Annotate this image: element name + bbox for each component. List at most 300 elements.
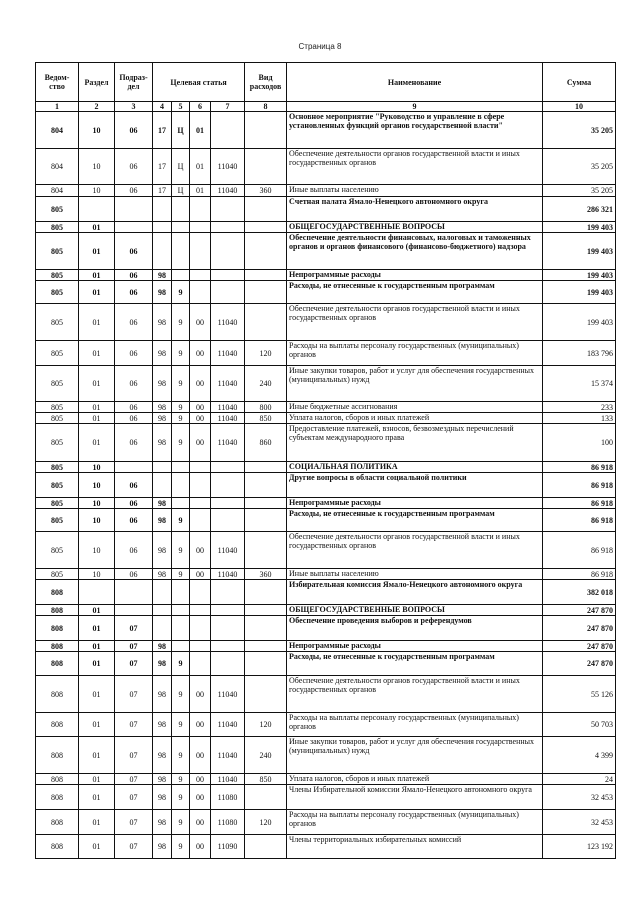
name-cell: Обеспечение деятельности органов государственной власти и иных государственных органов [287,304,543,341]
target-subprogram-cell: 9 [172,737,190,774]
table-row [36,366,616,402]
target-program-cell: 98 [153,641,172,652]
amount-cell: 199 403 [543,233,616,270]
vedomstvo-cell: 805 [36,413,79,424]
podrazdel-cell [115,605,153,616]
expense-type-cell [245,509,287,532]
podrazdel-cell: 06 [115,341,153,366]
target-program-cell: 98 [153,281,172,304]
vedomstvo-cell: 808 [36,676,79,713]
vedomstvo-cell: 808 [36,605,79,616]
expense-type-cell: 850 [245,774,287,785]
table-row [36,304,616,341]
target-event-cell: 00 [190,532,211,569]
razdel-cell: 10 [79,473,115,498]
target-event-cell: 00 [190,341,211,366]
target-event-cell: 00 [190,366,211,402]
target-direction-cell: 11040 [211,413,245,424]
vedomstvo-cell: 805 [36,281,79,304]
target-event-cell: 00 [190,424,211,462]
target-program-cell [153,233,172,270]
expense-type-cell [245,473,287,498]
column-number-row [36,102,616,112]
target-event-cell: 01 [190,185,211,197]
vedomstvo-cell: 805 [36,532,79,569]
razdel-cell: 01 [79,270,115,281]
podrazdel-cell: 06 [115,413,153,424]
target-subprogram-cell: Ц [172,112,190,149]
table-row [36,835,616,859]
table-row [36,149,616,185]
expense-type-cell: 800 [245,402,287,413]
target-direction-cell: 11040 [211,774,245,785]
table-row [36,498,616,509]
target-subprogram-cell: 9 [172,341,190,366]
amount-cell: 86 918 [543,532,616,569]
razdel-cell: 01 [79,424,115,462]
amount-cell: 123 192 [543,835,616,859]
expense-type-cell: 240 [245,737,287,774]
target-subprogram-cell: 9 [172,366,190,402]
target-program-cell: 98 [153,785,172,810]
amount-cell: 199 403 [543,222,616,233]
target-direction-cell: 11040 [211,185,245,197]
vedomstvo-cell: 805 [36,498,79,509]
target-subprogram-cell: 9 [172,835,190,859]
expense-type-cell: 360 [245,569,287,580]
table-row [36,197,616,222]
target-subprogram-cell: Ц [172,149,190,185]
target-direction-cell: 11040 [211,424,245,462]
podrazdel-cell: 07 [115,676,153,713]
column-number: 6 [190,102,211,112]
podrazdel-cell [115,462,153,473]
target-event-cell [190,281,211,304]
name-cell: Расходы, не отнесенные к государственным программам [287,281,543,304]
amount-cell: 55 126 [543,676,616,713]
podrazdel-cell: 07 [115,810,153,835]
target-direction-cell: 11040 [211,304,245,341]
target-program-cell: 98 [153,402,172,413]
vedomstvo-cell: 804 [36,112,79,149]
podrazdel-cell: 06 [115,233,153,270]
table-row [36,270,616,281]
expense-type-cell: 860 [245,424,287,462]
header-podrazdel: Подраз-дел [115,63,153,102]
target-direction-cell: 11040 [211,402,245,413]
target-program-cell: 98 [153,304,172,341]
target-event-cell: 00 [190,676,211,713]
expense-type-cell: 120 [245,341,287,366]
vedomstvo-cell: 808 [36,774,79,785]
podrazdel-cell: 06 [115,270,153,281]
target-event-cell: 00 [190,402,211,413]
razdel-cell: 01 [79,641,115,652]
target-program-cell: 17 [153,112,172,149]
target-direction-cell: 11040 [211,676,245,713]
vedomstvo-cell: 805 [36,197,79,222]
column-number: 2 [79,102,115,112]
razdel-cell: 10 [79,112,115,149]
column-number: 8 [245,102,287,112]
name-cell: Непрограммные расходы [287,498,543,509]
vedomstvo-cell: 805 [36,462,79,473]
target-direction-cell [211,473,245,498]
target-subprogram-cell: 9 [172,424,190,462]
razdel-cell: 01 [79,676,115,713]
target-program-cell: 98 [153,532,172,569]
expense-type-cell [245,222,287,233]
target-program-cell: 17 [153,149,172,185]
target-subprogram-cell: 9 [172,569,190,580]
vedomstvo-cell: 805 [36,424,79,462]
podrazdel-cell: 07 [115,737,153,774]
target-program-cell: 98 [153,713,172,737]
table-row [36,341,616,366]
razdel-cell: 01 [79,652,115,676]
table-row [36,509,616,532]
name-cell: Уплата налогов, сборов и иных платежей [287,413,543,424]
target-program-cell: 98 [153,341,172,366]
target-program-cell [153,197,172,222]
amount-cell: 86 918 [543,509,616,532]
vedomstvo-cell: 808 [36,580,79,605]
table-row [36,605,616,616]
target-subprogram-cell [172,462,190,473]
budget-table [35,62,616,859]
podrazdel-cell [115,222,153,233]
target-event-cell [190,473,211,498]
target-subprogram-cell: 9 [172,713,190,737]
table-row [36,473,616,498]
expense-type-cell [245,233,287,270]
expense-type-cell: 120 [245,713,287,737]
target-subprogram-cell: Ц [172,185,190,197]
amount-cell: 199 403 [543,281,616,304]
target-subprogram-cell [172,197,190,222]
table-row [36,185,616,197]
podrazdel-cell: 06 [115,185,153,197]
name-cell: Обеспечение деятельности органов государственной власти и иных государственных органов [287,676,543,713]
vedomstvo-cell: 808 [36,737,79,774]
header-celevaya-statya: Целевая статья [153,63,245,102]
name-cell: Расходы на выплаты персоналу государственных (муниципальных) органов [287,713,543,737]
target-event-cell [190,233,211,270]
name-cell: Непрограммные расходы [287,641,543,652]
name-cell: Избирательная комиссия Ямало-Ненецкого автономного округа [287,580,543,605]
podrazdel-cell: 06 [115,509,153,532]
target-direction-cell [211,233,245,270]
column-number: 10 [543,102,616,112]
header-row [36,63,616,102]
podrazdel-cell: 06 [115,304,153,341]
target-subprogram-cell: 9 [172,281,190,304]
target-subprogram-cell: 9 [172,810,190,835]
expense-type-cell: 240 [245,366,287,402]
podrazdel-cell: 07 [115,616,153,641]
amount-cell: 86 918 [543,462,616,473]
target-program-cell: 98 [153,569,172,580]
amount-cell: 50 703 [543,713,616,737]
name-cell: Основное мероприятие "Руководство и управление в сфере установленных функций органов государственной власти" [287,112,543,149]
target-direction-cell: 11040 [211,737,245,774]
name-cell: Обеспечение проведения выборов и референдумов [287,616,543,641]
amount-cell: 247 870 [543,652,616,676]
name-cell: Иные закупки товаров, работ и услуг для обеспечения государственных (муниципальных) нужд [287,737,543,774]
target-event-cell: 01 [190,149,211,185]
name-cell: Предоставление платежей, взносов, безвозмездных перечислений субъектам международного права [287,424,543,462]
amount-cell: 86 918 [543,473,616,498]
header-razdel: Раздел [79,63,115,102]
table-body [36,112,616,859]
target-program-cell: 98 [153,498,172,509]
amount-cell: 382 018 [543,580,616,605]
target-event-cell [190,616,211,641]
target-program-cell: 98 [153,652,172,676]
table-row [36,402,616,413]
podrazdel-cell: 06 [115,149,153,185]
target-event-cell [190,509,211,532]
razdel-cell: 01 [79,281,115,304]
table-row [36,641,616,652]
podrazdel-cell: 07 [115,652,153,676]
razdel-cell [79,197,115,222]
amount-cell: 35 205 [543,149,616,185]
podrazdel-cell: 06 [115,112,153,149]
target-program-cell: 98 [153,509,172,532]
razdel-cell: 01 [79,785,115,810]
amount-cell: 86 918 [543,498,616,509]
target-subprogram-cell [172,498,190,509]
target-event-cell [190,641,211,652]
target-subprogram-cell: 9 [172,652,190,676]
target-direction-cell: 11040 [211,341,245,366]
name-cell: Расходы, не отнесенные к государственным программам [287,509,543,532]
table-row [36,580,616,605]
vedomstvo-cell: 808 [36,713,79,737]
target-subprogram-cell [172,641,190,652]
amount-cell: 233 [543,402,616,413]
target-event-cell: 00 [190,835,211,859]
razdel-cell: 01 [79,341,115,366]
target-direction-cell [211,112,245,149]
razdel-cell: 01 [79,413,115,424]
column-number: 5 [172,102,190,112]
target-event-cell: 00 [190,774,211,785]
target-subprogram-cell [172,605,190,616]
expense-type-cell [245,532,287,569]
target-direction-cell: 11040 [211,713,245,737]
column-number: 1 [36,102,79,112]
amount-cell: 199 403 [543,270,616,281]
target-subprogram-cell: 9 [172,532,190,569]
table-row [36,652,616,676]
expense-type-cell [245,652,287,676]
target-program-cell [153,605,172,616]
target-subprogram-cell: 9 [172,774,190,785]
table-row [36,774,616,785]
table-row [36,424,616,462]
amount-cell: 32 453 [543,785,616,810]
name-cell: Уплата налогов, сборов и иных платежей [287,774,543,785]
target-program-cell: 98 [153,413,172,424]
header-naimenovanie: Наименование [287,63,543,102]
expense-type-cell [245,785,287,810]
podrazdel-cell: 06 [115,532,153,569]
razdel-cell: 01 [79,774,115,785]
expense-type-cell [245,641,287,652]
target-direction-cell: 11040 [211,366,245,402]
table-row [36,713,616,737]
podrazdel-cell: 07 [115,785,153,810]
amount-cell: 133 [543,413,616,424]
podrazdel-cell: 06 [115,424,153,462]
amount-cell: 247 870 [543,641,616,652]
target-subprogram-cell [172,222,190,233]
target-event-cell [190,462,211,473]
target-event-cell [190,498,211,509]
target-subprogram-cell: 9 [172,785,190,810]
podrazdel-cell: 06 [115,569,153,580]
amount-cell: 183 796 [543,341,616,366]
vedomstvo-cell: 805 [36,402,79,413]
expense-type-cell: 120 [245,810,287,835]
target-event-cell [190,270,211,281]
expense-type-cell [245,605,287,616]
amount-cell: 32 453 [543,810,616,835]
target-direction-cell [211,641,245,652]
target-program-cell: 98 [153,774,172,785]
expense-type-cell [245,149,287,185]
target-direction-cell [211,281,245,304]
target-direction-cell: 11040 [211,149,245,185]
target-subprogram-cell: 9 [172,413,190,424]
expense-type-cell: 360 [245,185,287,197]
expense-type-cell [245,462,287,473]
target-program-cell: 98 [153,810,172,835]
podrazdel-cell: 06 [115,498,153,509]
name-cell: Иные закупки товаров, работ и услуг для обеспечения государственных (муниципальных) нужд [287,366,543,402]
target-program-cell: 98 [153,835,172,859]
column-number: 7 [211,102,245,112]
amount-cell: 35 205 [543,185,616,197]
target-program-cell [153,616,172,641]
table-row [36,281,616,304]
target-program-cell: 98 [153,270,172,281]
target-direction-cell [211,509,245,532]
vedomstvo-cell: 805 [36,569,79,580]
column-number: 4 [153,102,172,112]
podrazdel-cell [115,197,153,222]
razdel-cell: 10 [79,185,115,197]
target-direction-cell [211,580,245,605]
expense-type-cell [245,676,287,713]
razdel-cell: 10 [79,149,115,185]
razdel-cell: 01 [79,233,115,270]
podrazdel-cell: 06 [115,402,153,413]
table-row [36,569,616,580]
vedomstvo-cell: 805 [36,233,79,270]
vedomstvo-cell: 808 [36,835,79,859]
target-program-cell: 98 [153,737,172,774]
expense-type-cell [245,835,287,859]
target-subprogram-cell: 9 [172,304,190,341]
target-program-cell [153,222,172,233]
target-direction-cell [211,605,245,616]
razdel-cell [79,580,115,605]
amount-cell: 86 918 [543,569,616,580]
name-cell: Обеспечение деятельности финансовых, налоговых и таможенных органов и органов финансового (финансово-бюджетного) надзора [287,233,543,270]
table-row [36,810,616,835]
target-subprogram-cell: 9 [172,676,190,713]
vedomstvo-cell: 805 [36,270,79,281]
target-event-cell: 00 [190,713,211,737]
expense-type-cell [245,498,287,509]
vedomstvo-cell: 805 [36,473,79,498]
expense-type-cell [245,304,287,341]
target-subprogram-cell: 9 [172,509,190,532]
razdel-cell: 10 [79,462,115,473]
vedomstvo-cell: 805 [36,341,79,366]
name-cell: Счетная палата Ямало-Ненецкого автономного округа [287,197,543,222]
target-event-cell: 00 [190,785,211,810]
table-row [36,676,616,713]
target-subprogram-cell [172,580,190,605]
target-event-cell: 00 [190,569,211,580]
table-row [36,112,616,149]
razdel-cell: 10 [79,569,115,580]
razdel-cell: 10 [79,532,115,569]
table-row [36,532,616,569]
target-subprogram-cell: 9 [172,402,190,413]
target-direction-cell: 11080 [211,785,245,810]
expense-type-cell [245,197,287,222]
vedomstvo-cell: 808 [36,810,79,835]
razdel-cell: 01 [79,304,115,341]
target-direction-cell [211,462,245,473]
amount-cell: 100 [543,424,616,462]
vedomstvo-cell: 805 [36,222,79,233]
vedomstvo-cell: 808 [36,785,79,810]
target-program-cell [153,473,172,498]
name-cell: ОБЩЕГОСУДАРСТВЕННЫЕ ВОПРОСЫ [287,222,543,233]
target-subprogram-cell [172,270,190,281]
name-cell: Обеспечение деятельности органов государственной власти и иных государственных органов [287,532,543,569]
target-event-cell: 00 [190,413,211,424]
name-cell: Обеспечение деятельности органов государственной власти и иных государственных органов [287,149,543,185]
vedomstvo-cell: 805 [36,509,79,532]
target-direction-cell [211,197,245,222]
table-row [36,233,616,270]
target-event-cell [190,580,211,605]
amount-cell: 247 870 [543,605,616,616]
name-cell: Члены Избирательной комиссии Ямало-Ненецкого автономного округа [287,785,543,810]
razdel-cell: 01 [79,605,115,616]
expense-type-cell: 850 [245,413,287,424]
target-program-cell: 17 [153,185,172,197]
target-program-cell: 98 [153,676,172,713]
podrazdel-cell: 07 [115,641,153,652]
target-program-cell [153,462,172,473]
amount-cell: 35 205 [543,112,616,149]
name-cell: Расходы на выплаты персоналу государственных (муниципальных) органов [287,810,543,835]
target-direction-cell [211,652,245,676]
vedomstvo-cell: 808 [36,652,79,676]
razdel-cell: 01 [79,222,115,233]
name-cell: Иные выплаты населению [287,185,543,197]
name-cell: Расходы, не отнесенные к государственным программам [287,652,543,676]
razdel-cell: 01 [79,366,115,402]
